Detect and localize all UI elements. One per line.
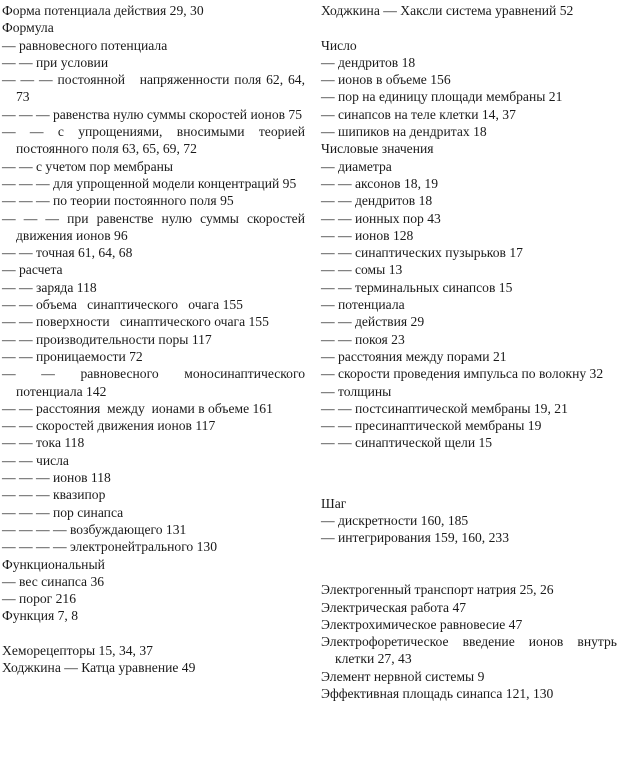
index-entry: — — синаптической щели 15 <box>321 435 493 451</box>
index-entry: — — скоростей движения ионов 117 <box>2 418 216 434</box>
index-entry: — диаметра <box>321 158 392 174</box>
index-entry: — — сомы 13 <box>321 262 403 278</box>
index-entry: — — объема синаптического очага 155 <box>2 297 243 313</box>
index-entry: Электрохимическое равновесие 47 <box>321 616 523 632</box>
index-entry: — — действия 29 <box>321 314 425 330</box>
index-entry: Числовые значения <box>321 141 434 157</box>
index-entry: — — — при равенстве нулю суммы скоростей движения ионов 96 <box>2 210 309 243</box>
index-entry: — — расстояния между ионами в объеме 161 <box>2 400 273 416</box>
index-entry: — расчета <box>2 262 63 278</box>
index-entry: — шипиков на дендритах 18 <box>321 124 487 140</box>
index-entry: — — аксонов 18, 19 <box>321 175 438 191</box>
index-entry: Элемент нервной системы 9 <box>321 668 485 684</box>
index-entry: — — числа <box>2 452 69 468</box>
index-entry: — — равновесного моносинаптического потенциала 142 <box>2 366 309 399</box>
index-entry: — — — по теории постоянного поля 95 <box>2 193 234 209</box>
index-entry: — — — постоянной напряженности поля 62, 64, 73 <box>2 72 309 105</box>
index-entry: Функция 7, 8 <box>2 608 79 624</box>
index-entry: — — тока 118 <box>2 435 85 451</box>
index-entry: — — точная 61, 64, 68 <box>2 245 133 261</box>
index-entry: — — с учетом пор мембраны <box>2 158 174 174</box>
index-entry: Ходжкина — Хаксли система уравнений 52 <box>321 3 574 18</box>
index-entry: — дискретности 160, 185 <box>321 513 469 529</box>
index-entry: — — — ионов 118 <box>2 470 111 486</box>
index-entry: — интегрирования 159, 160, 233 <box>321 530 509 546</box>
index-entry: — порог 216 <box>2 591 77 607</box>
index-entry: — — — — электронейтрального 130 <box>2 539 218 555</box>
index-entry: — — постсинаптической мембраны 19, 21 <box>321 400 568 416</box>
index-entry: — — терминальных синапсов 15 <box>321 279 513 295</box>
index-entry: — толщины <box>321 383 392 399</box>
index-entry: Число <box>321 37 357 53</box>
index-entry: — — — для упрощенной модели концентраций 95 <box>2 175 297 191</box>
index-entry: — — поверхности синаптического очага 155 <box>2 314 269 330</box>
index-column-left <box>2 2 309 677</box>
index-entry: — — пресинаптической мембраны 19 <box>321 418 542 434</box>
index-entry: — пор на единицу площади мембраны 21 <box>321 89 563 105</box>
index-entry: Ходжкина — Катца уравнение 49 <box>2 660 196 676</box>
index-entry: Шаг <box>321 495 347 511</box>
index-entry: — — синаптических пузырьков 17 <box>321 245 523 261</box>
index-entry: — — при условии <box>2 54 109 70</box>
index-entry: — дендритов 18 <box>321 54 416 70</box>
index-entry: — расстояния между порами 21 <box>321 348 507 364</box>
index-entry: — — — — возбуждающего 131 <box>2 521 187 537</box>
index-entry: — равновесного потенциала <box>2 37 168 53</box>
index-entry: — скорости проведения импульса по волокну 32 <box>321 366 604 382</box>
index-entry: Форма потенциала действия 29, 30 <box>2 3 204 18</box>
index-entry: — — производительности поры 117 <box>2 331 212 347</box>
index-entry: — — — равенства нулю суммы скоростей ионов 75 <box>2 106 303 122</box>
index-entry: — — ионных пор 43 <box>321 210 441 226</box>
index-entry: Электрическая работа 47 <box>321 599 467 615</box>
index-entry: — синапсов на теле клетки 14, 37 <box>321 106 516 122</box>
index-entry: — — проницаемости 72 <box>2 348 143 364</box>
index-entry: — — ионов 128 <box>321 227 414 243</box>
index-entry: — потенциала <box>321 297 405 313</box>
index-entry: — — с упрощениями, вносимыми теорией постоянного поля 63, 65, 69, 72 <box>2 124 309 157</box>
index-column-right <box>321 2 617 702</box>
index-entry: — — дендритов 18 <box>321 193 433 209</box>
index-entry: Эффективная площадь синапса 121, 130 <box>321 685 554 701</box>
index-entry: Электрогенный транспорт натрия 25, 26 <box>321 582 554 598</box>
index-entry: Функциональный <box>2 556 105 572</box>
index-entry: — — — квазипор <box>2 487 106 503</box>
index-entry: Электрофоретическое введение ионов внутрь клетки 27, 43 <box>321 634 617 667</box>
index-entry: — — заряда 118 <box>2 279 97 295</box>
index-entry: — вес синапса 36 <box>2 573 105 589</box>
index-entry: — ионов в объеме 156 <box>321 72 451 88</box>
index-entry: Формула <box>2 20 54 36</box>
index-entry: Хеморецепторы 15, 34, 37 <box>2 642 153 658</box>
index-entry: — — — пор синапса <box>2 504 124 520</box>
index-entry: — — покоя 23 <box>321 331 405 347</box>
